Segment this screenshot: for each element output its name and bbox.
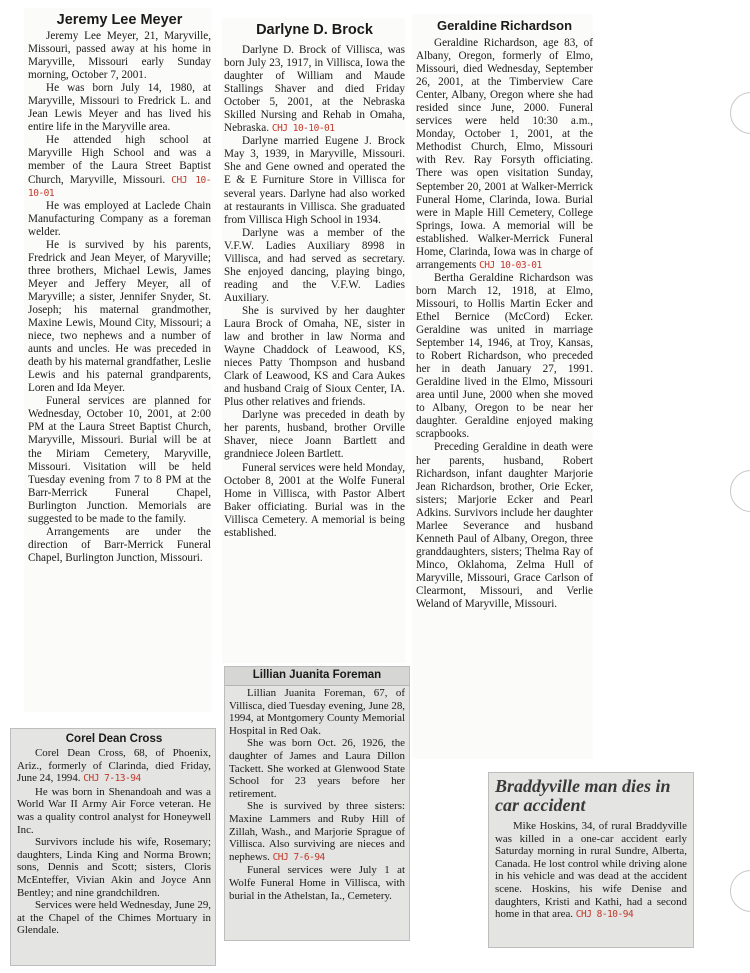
obituary-meyer: [24, 8, 211, 712]
brock-title: Darlyne D. Brock: [256, 22, 373, 38]
cross-paragraph: Services were held Wednesday, June 29, at the Chapel of the Chimes Mortuary in Glendale.: [17, 899, 211, 937]
cross-paragraph: He was born in Shenandoah and was a World War II Army Air Force veteran. He was a quality control analyst for Honeywell Inc.: [17, 785, 211, 836]
cross-title: Corel Dean Cross: [65, 733, 163, 745]
richardson-paragraph: Bertha Geraldine Richardson was born March 12, 1918, at Elmo, Missouri, to Hollis Martin Ecker and Ethel Bernice (McCord) Ecker. Geraldine was united in marriage September 14, 1946, at Troy, Kansas, to Robert Richardson, who preceded her in death January 27, 1991. Geraldine lived in the Elmo, Missouri area until June, 2000 when she moved to Albany, Oregon to be near her daughter. Geraldine enjoyed making scrapbooks.: [416, 271, 593, 441]
brock-paragraph: She is survived by her daughter Laura Brock of Omaha, NE, sister in law and brother in law Norma and Wayne Chaddock of Leawood, KS, nieces Patty Thompson and husband Clark of Leawood, KS and Cara Aukes and husband Craig of Sioux Center, IA. Plus other relatives and friends.: [224, 304, 405, 409]
richardson-paragraph: Geraldine Richardson, age 83, of Albany, Oregon, formerly of Elmo, Missouri, died Wednesday, September 26, 2001, at the Timberview Care Center, Albany, Oregon where she had resided since June, 2000. Funeral services were held 10:30 a.m., Monday, October 1, 2001, at the Methodist Church, Elmo, Missouri with Rev. Ray Forsyth officiating. There was open visitation Sunday, September 20, 2001 at Walker-Merrick Funeral Home, Clarinda, Iowa. Burial were in Maple Hill Cemetery, College Springs, Iowa. A memorial will be established. Walker-Merrick Funeral Home, Clarinda, Iowa was in charge of arrangements CHJ 10-03-01: [416, 37, 593, 271]
handwritten-note: CHJ 10-10-01: [28, 174, 211, 199]
foreman-paragraph: She is survived by three sisters: Maxine Lammers and Ruby Hill of Zillah, Wash., and Marjorie Sprague of Villisca. Also surviving are nieces and nephews. CHJ 7-6-94: [229, 800, 405, 863]
meyer-paragraph: He attended high school at Maryville High School and was a member of the Laura Street Baptist Church, Maryville, Missouri. CHJ 10-10-01: [28, 134, 211, 199]
hoskins-paragraph: Mike Hoskins, 34, of rural Braddyville was killed in a one-car accident early Saturday morning in rural Sundre, Alberta, Canada. He lost control while driving alone in his vehicle and was dead at the accident scene. Hoskins, his wife Denise and daughters, Kristi and Kathi, had a second home in that area. CHJ 8-10-94: [495, 820, 687, 921]
meyer-title: Jeremy Lee Meyer: [56, 12, 183, 28]
foreman-paragraph: She was born Oct. 26, 1926, the daughter of James and Laura Dillon Tackett. She worked at Glenwood State School for 23 years before her retirement.: [229, 737, 405, 800]
meyer-paragraph: He was born July 14, 1980, at Maryville, Missouri to Fredrick L. and Jean Lewis Meyer and has lived his entire life in the Maryville area.: [28, 82, 211, 134]
news-hoskins: [488, 772, 694, 948]
richardson-paragraph: Preceding Geraldine in death were her parents, husband, Robert Richardson, infant daughter Marjorie Jean Richardson, brother, Orie Ecker, sisters; Marjorie Ecker and Pearl Adkins. Survivors include her daughter Marlee Severance and husband Kenneth Paul of Albany, Oregon, three granddaughters, sisters; Thelma Ray of Minco, Oklahoma, Zelma Hull of Maryville, Missouri, Grace Carlson of Clearmont, Missouri, and Verlie Weland of Maryville, Missouri.: [416, 441, 593, 611]
brock-paragraph: Darlyne was preceded in death by her parents, husband, brother Orville Shaver, niece Joann Bartlett and grandniece Joleen Bartlett.: [224, 409, 405, 461]
hoskins-title: Braddyville man dies in car accident: [495, 776, 671, 815]
brock-paragraph: Darlyne married Eugene J. Brock May 3, 1939, in Maryville, Missouri. She and Gene owned and operated the E & E Furniture Store in Villisca for several years. Darlyne had also worked at restaurants in Villisca. She graduated from Villisca High School in 1934.: [224, 135, 405, 226]
cross-paragraph: Corel Dean Cross, 68, of Phoenix, Ariz., formerly of Clarinda, died Friday, June 24, 1994. CHJ 7-13-94: [17, 747, 211, 785]
handwritten-note: CHJ 10-10-01: [271, 123, 335, 135]
foreman-paragraph: Lillian Juanita Foreman, 67, of Villisca, died Tuesday evening, June 28, 1994, at Montgomery County Memorial Hospital in Red Oak.: [229, 687, 405, 737]
brock-paragraph: Funeral services were held Monday, October 8, 2001 at the Wolfe Funeral Home in Villisca, with Pastor Albert Baker officiating. Burial was in the Villisca Cemetery. A memorial is being established.: [224, 461, 405, 539]
meyer-paragraph: He was employed at Laclede Chain Manufacturing Company as a foreman welder.: [28, 199, 211, 238]
meyer-paragraph: Arrangements are under the direction of Barr-Merrick Funeral Chapel, Burlington Junction, Missouri.: [28, 525, 211, 564]
obituary-richardson: [412, 14, 593, 759]
handwritten-note: CHJ 8-10-94: [575, 909, 634, 921]
handwritten-note: CHJ 7-13-94: [83, 773, 141, 785]
foreman-paragraph: Funeral services were July 1 at Wolfe Funeral Home in Villisca, with burial in the Athelstan, Ia., Cemetery.: [229, 864, 405, 902]
brock-paragraph: Darlyne was a member of the V.F.W. Ladies Auxiliary 8998 in Villisca, and had served as secretary. She enjoyed dancing, playing bingo, reading and the V.F.W. Ladies Auxiliary.: [224, 226, 405, 304]
binder-hole: [730, 92, 750, 134]
obituary-foreman: [224, 666, 410, 941]
handwritten-note: CHJ 10-03-01: [479, 259, 542, 271]
richardson-title: Geraldine Richardson: [436, 18, 573, 33]
cross-paragraph: Survivors include his wife, Rosemary; daughters, Linda King and Norma Brown; sons, Dennis and Scott; sisters, Cloris McEnteffer, Vivian Akin and Joyce Ann Bentley; and nine grandchildren.: [17, 836, 211, 899]
meyer-paragraph: Jeremy Lee Meyer, 21, Maryville, Missouri, passed away at his home in Maryville, Missouri early Sunday morning, October 7, 2001.: [28, 30, 211, 82]
binder-hole: [730, 470, 750, 512]
obituary-brock: [222, 18, 405, 663]
handwritten-note: CHJ 7-6-94: [272, 851, 325, 863]
meyer-paragraph: He is survived by his parents, Fredrick and Jean Meyer, of Maryville; three brothers, Michael Lewis, James Meyer and Jeffery Meyer, all of Maryville; a sister, Jennifer Snyder, St. Joseph; his maternal grandmother, Maxine Lewis, Mound City, Missouri; a niece, two nephews and a number of aunts and uncles. He was preceded in death by his maternal grandfather, Leslie Lewis and his paternal grandparents, Loren and Ida Meyer.: [28, 238, 211, 395]
binder-hole: [730, 870, 750, 912]
obituary-cross: [10, 728, 216, 966]
brock-paragraph: Darlyne D. Brock of Villisca, was born July 23, 1917, in Villisca, Iowa the daughter of William and Maude Stallings Shaver and died Friday October 5, 2001, at the Nebraska Skilled Nursing and Rehab in Omaha, Nebraska. CHJ 10-10-01: [224, 44, 405, 135]
foreman-title: Lillian Juanita Foreman: [252, 669, 382, 681]
meyer-paragraph: Funeral services are planned for Wednesday, October 10, 2001, at 2:00 PM at the Laura Street Baptist Church, Maryville, Missouri. Burial will be at the Miriam Cemetery, Maryville, Missouri. Visitation will be held Tuesday evening from 7 to 8 PM at the Barr-Merrick Funeral Chapel, Burlington Junction. Memorials are suggested to be made to the family.: [28, 395, 211, 525]
